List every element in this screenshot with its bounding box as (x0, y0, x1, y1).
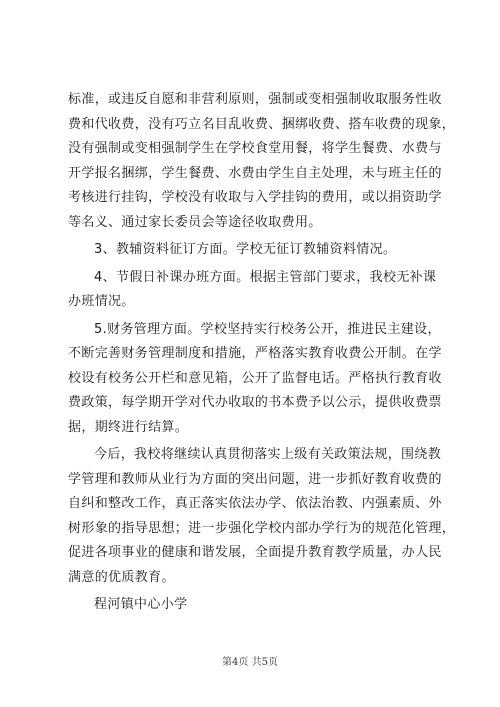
paragraph (68, 318, 440, 441)
text-line: 费和代收费，没有巧立名目乱收费、捆绑收费、搭车收费的现象， (68, 116, 456, 132)
document-body (68, 88, 456, 618)
text-line: 校设有校务公开栏和意见箱，公开了监督电话。严格执行教育收 (68, 370, 442, 386)
paragraph (68, 443, 456, 590)
text-line: 今后，我校将继续认真贯彻落实上级有关政策法规，围绕教 (94, 447, 442, 462)
text-line: 没有强制或变相强制学生在学校食堂用餐，将学生餐费、水费与 (68, 141, 442, 156)
text-line: 3、教辅资料征订方面。学校无征订教辅资料情况。 (94, 242, 397, 257)
text-line: 据，期终进行结算。 (68, 419, 189, 435)
paragraph (68, 238, 440, 263)
text-line: 费政策，每学期开学对代办收取的书本费予以公示，提供收费票 (68, 395, 442, 410)
text-line: 标准，或违反自愿和非营利原则，强制或变相强制收取服务性收 (68, 92, 442, 107)
text-line: 开学报名捆绑，学生餐费、水费由学生自主处理，未与班主任的 (68, 165, 442, 181)
signature: 程河镇中心小学 (94, 597, 188, 612)
paragraph (68, 266, 440, 315)
page-footer: 第4页 共5页 (222, 657, 278, 668)
text-line: 自纠和整改工作，真正落实依法办学、依法治教、内强素质、外 (68, 496, 442, 511)
text-line: 不断完善财务管理制度和措施，严格落实教育收费公开制。在学 (68, 346, 442, 361)
text-line: 树形象的指导思想；进一步强化学校内部办学行为的规范化管理， (68, 520, 456, 536)
text-line: 学管理和教师从业行为方面的突出问题，进一步抓好教育收费的 (68, 471, 442, 487)
text-line: 等名义、通过家长委员会等途径收取费用。 (68, 214, 322, 230)
text-line: 4、节假日补课办班方面。根据主管部门要求，我校无补课 (94, 269, 437, 285)
paragraph (68, 88, 456, 235)
text-line: 5.财务管理方面。学校坚持实行校务公开，推进民主建设， (94, 321, 441, 337)
text-line: 满意的优质教育。 (68, 569, 175, 585)
text-line: 办班情况。 (68, 294, 135, 309)
text-line: 考核进行挂钩，学校没有收取与入学挂钩的费用，或以捐资助学 (68, 190, 442, 205)
text-line: 促进各项事业的健康和谐发展，全面提升教育教学质量，办人民 (68, 545, 442, 560)
